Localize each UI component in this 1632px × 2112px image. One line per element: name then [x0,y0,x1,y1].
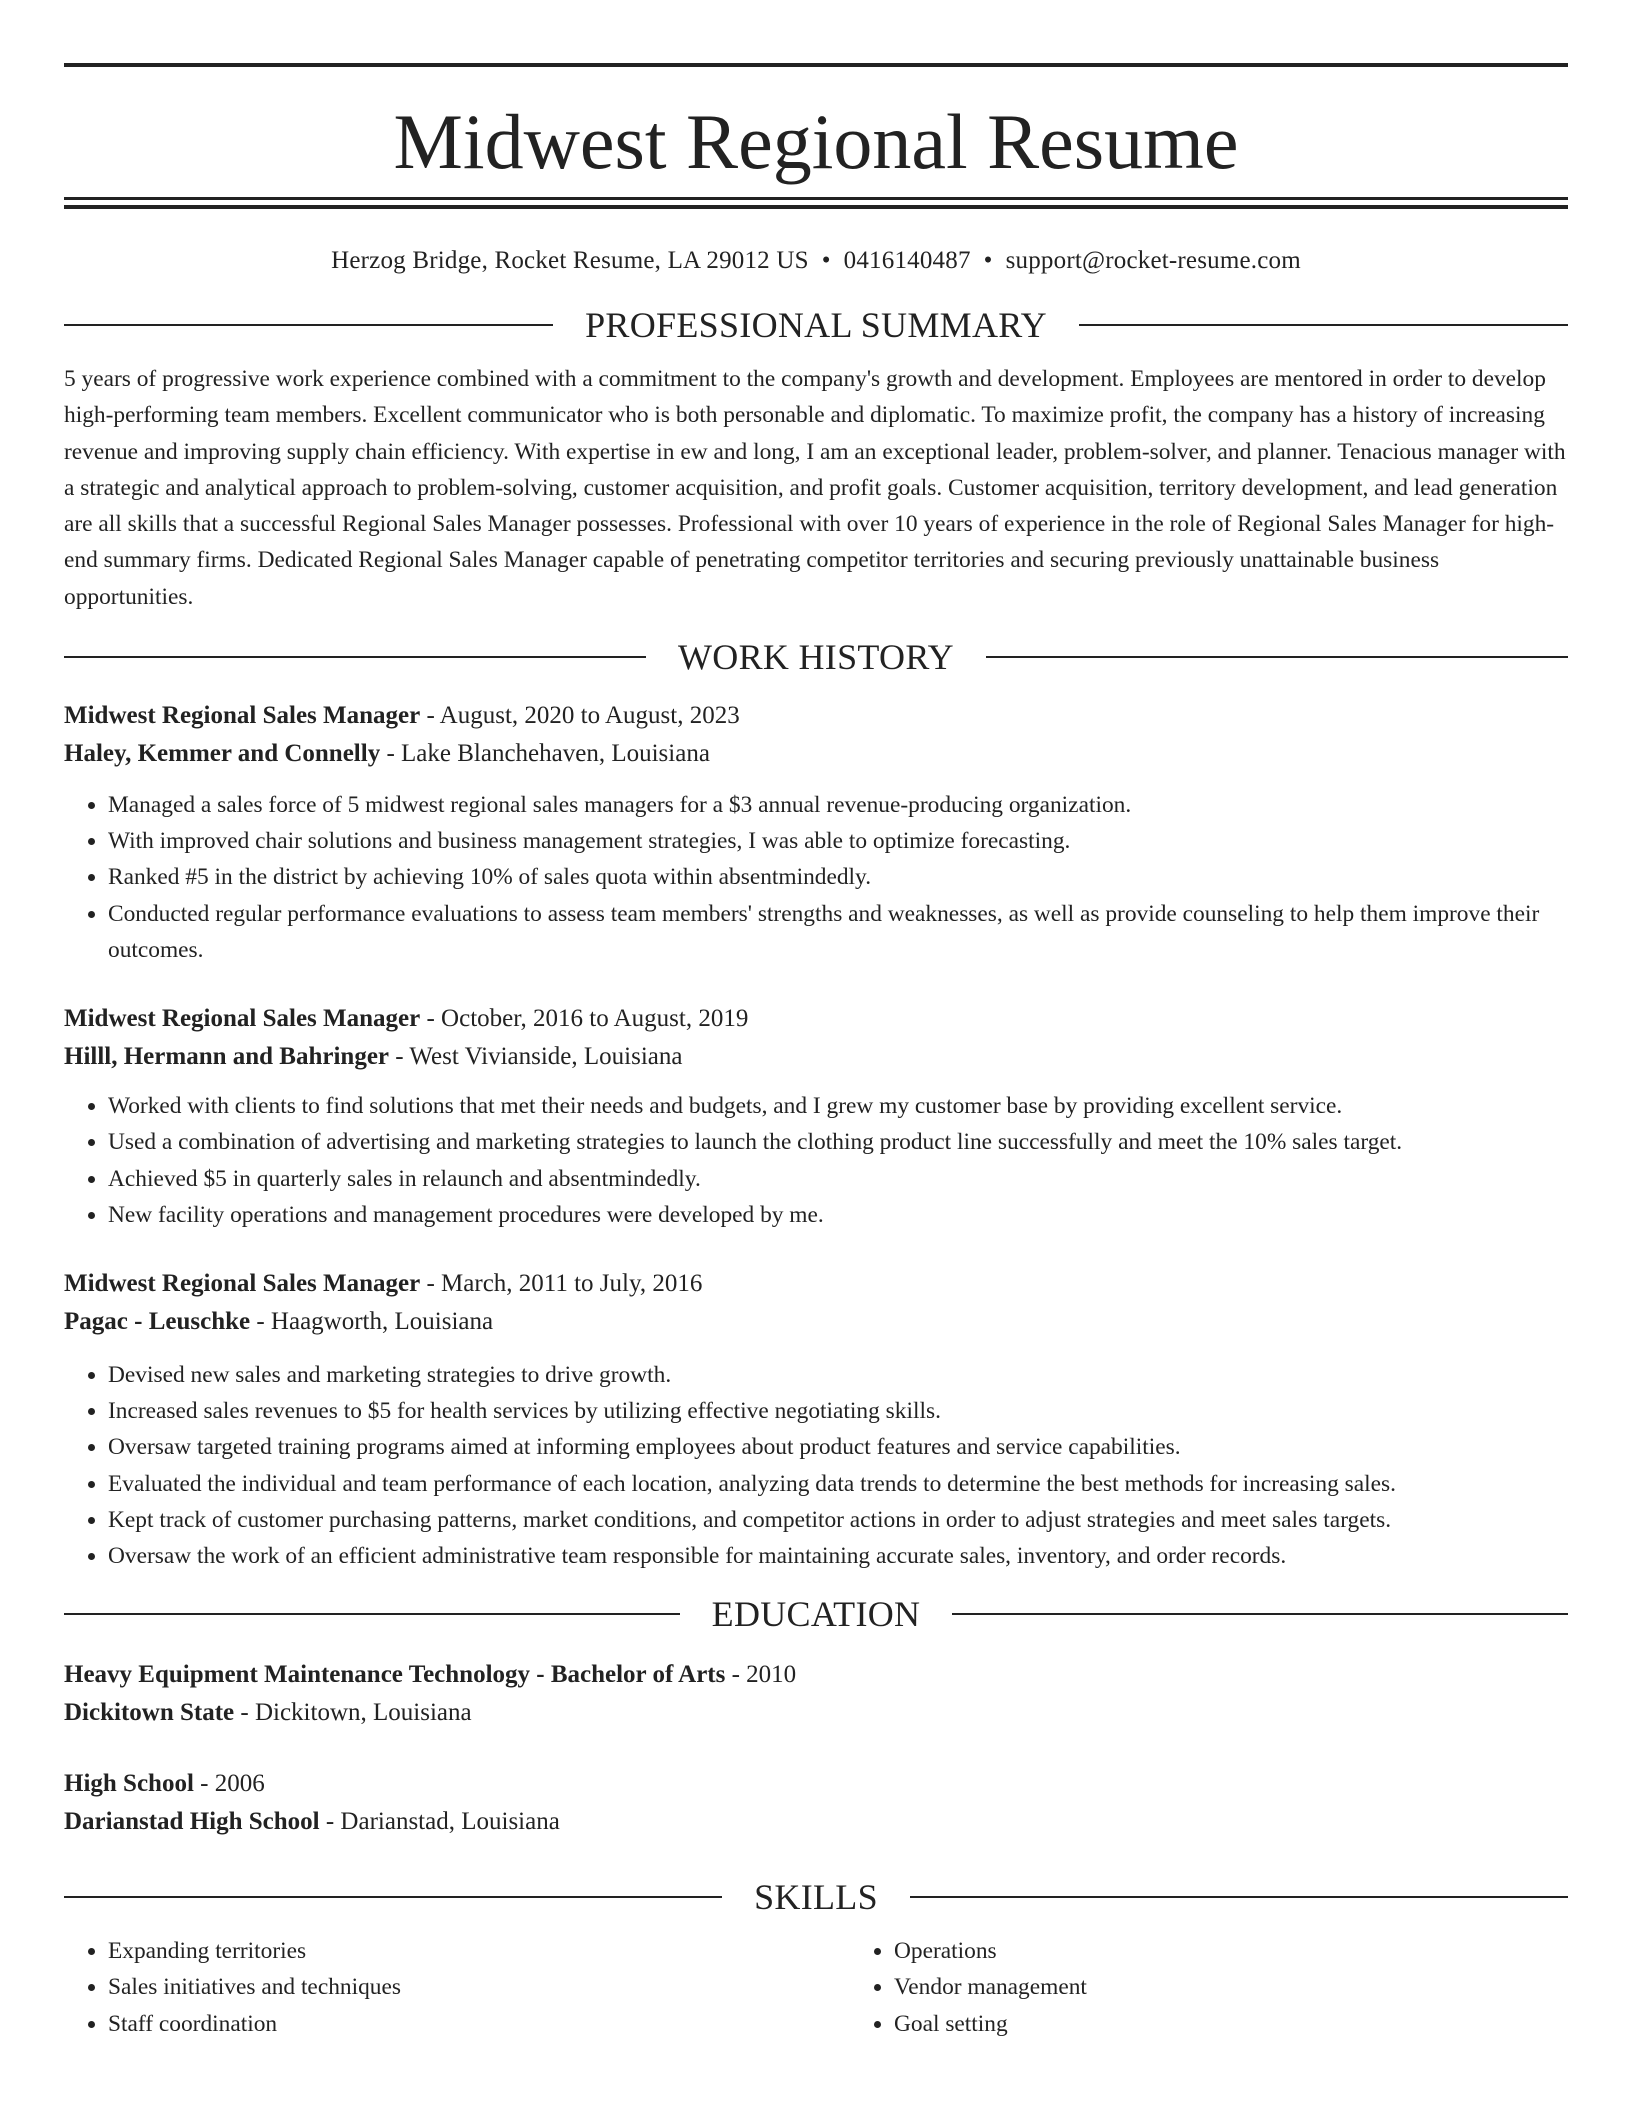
education-location: - Darianstad, Louisiana [319,1808,560,1836]
contact-line [64,243,1568,279]
job-dates: - August, 2020 to August, 2023 [420,702,740,730]
education-school: Dickitown State [64,1699,235,1727]
section-rule [910,1896,1568,1898]
section-title: SKILLS [754,1877,878,1918]
job-company-line [64,735,1568,773]
job-dates: - March, 2011 to July, 2016 [420,1269,703,1297]
section-header-work-history [64,633,1568,681]
job-bullet: • Oversaw targeted training programs aimed at informing employees about product features and service capabilities. [108,1429,1568,1465]
contact-phone: 0416140487 [843,247,971,274]
section-rule [952,1613,1568,1615]
section-title: WORK HISTORY [678,637,954,678]
job-title: Midwest Regional Sales Manager [64,1005,421,1033]
section-rule [986,656,1568,658]
job-title-line [64,697,1568,735]
job-bullet-list [64,787,1568,968]
section-rule [64,324,553,326]
education-location: - Dickitown, Louisiana [234,1699,472,1727]
summary-paragraph: 5 years of progressive work experience combined with a commitment to the company's growth and development. Employees are mentored in order to develop high-performing team members. Excellent communicator who is both personable and diplomatic. To maximize profit, the company has a history of increasing revenue and improving supply chain efficiency. With expertise in ew and long, I am an exceptional leader, problem-solver, and planner. Tenacious manager with a strategic and analytical approach to problem-solving, customer acquisition, and profit goals. Customer acquisition, territory development, and lead generation are all skills that a successful Regional Sales Manager possesses. Professional with over 10 years of experience in the role of Regional Sales Manager for high-end summary firms. Dedicated Regional Sales Manager capable of penetrating competitor territories and securing previously unattainable business opportunities. [64,366,1566,610]
contact-address: Herzog Bridge, Rocket Resume, LA 29012 US [331,247,809,274]
job-bullet: • Increased sales revenues to $5 for health services by utilizing effective negotiating skills. [108,1393,1568,1429]
job-company-line [64,1303,1568,1341]
job-bullet: • Managed a sales force of 5 midwest regional sales managers for a $3 annual revenue-producing organization. [108,787,1568,823]
job-bullet: • Worked with clients to find solutions that met their needs and budgets, and I grew my customer base by providing excellent service. [108,1088,1568,1124]
job-bullet: • Used a combination of advertising and marketing strategies to launch the clothing product line successfully and meet the 10% sales target. [108,1124,1568,1160]
section-rule [64,1613,680,1615]
contact-separator: • [983,247,993,274]
job-company: Hilll, Hermann and Bahringer [64,1043,390,1071]
job-company-line [64,1038,1568,1076]
job-bullet: • With improved chair solutions and business management strategies, I was able to optimize forecasting. [108,823,1568,859]
job-bullet: • Oversaw the work of an efficient administrative team responsible for maintaining accurate sales, inventory, and order records. [108,1538,1568,1574]
job-title: Midwest Regional Sales Manager [64,702,421,730]
education-year: - 2010 [725,1661,797,1689]
job-company: Haley, Kemmer and Connelly [64,740,381,768]
skill-item: • Goal setting [894,2006,1632,2042]
job-location: - Lake Blanchehaven, Louisiana [380,740,710,768]
resume-page [64,0,1568,2042]
education-degree: Heavy Equipment Maintenance Technology - Bachelor of Arts [64,1661,726,1689]
education-school-line [64,1694,1568,1732]
section-header-summary [64,301,1568,349]
job-bullet: • Devised new sales and marketing strategies to drive growth. [108,1357,1568,1393]
contact-email: support@rocket-resume.com [1005,247,1301,274]
section-rule [1079,324,1568,326]
skill-item: • Operations [894,1933,1632,1969]
education-degree-line [64,1656,1568,1694]
job-bullet: • Ranked #5 in the district by achieving 10% of sales quota within absentmindedly. [108,859,1568,895]
header-top-rule [64,63,1568,67]
section-rule [64,1896,722,1898]
job-title: Midwest Regional Sales Manager [64,1269,421,1297]
job-entry [64,697,1568,968]
job-bullet: • Evaluated the individual and team performance of each location, analyzing data trends to determine the best methods for increasing sales. [108,1466,1568,1502]
job-bullet: • Conducted regular performance evaluations to assess team members' strengths and weaknesses, as well as provide counseling to help them improve their outcomes. [108,896,1568,968]
job-company: Pagac - Leuschke [64,1307,251,1335]
job-bullet: • New facility operations and management procedures were developed by me. [108,1197,1568,1233]
job-entry [64,1000,1568,1233]
header-double-rule [64,197,1568,209]
education-school-line [64,1803,1568,1841]
job-bullet-list [64,1088,1568,1233]
job-location: - West Vivianside, Louisiana [389,1043,683,1071]
skills-list-left [64,1933,850,2042]
skill-item: • Staff coordination [108,2006,850,2042]
education-year: - 2006 [193,1770,265,1798]
education-entry [64,1656,1568,1732]
job-title-line [64,1265,1568,1303]
job-location: - Haagworth, Louisiana [250,1307,494,1335]
education-school: Darianstad High School [64,1808,320,1836]
section-title: PROFESSIONAL SUMMARY [585,305,1047,345]
skills-columns [64,1933,1568,2042]
resume-title: Midwest Regional Resume [393,98,1239,185]
skills-list-right [850,1933,1632,2042]
skill-item: • Vendor management [894,1969,1632,2005]
job-bullet-list [64,1357,1568,1574]
job-entry [64,1265,1568,1574]
education-degree-line [64,1765,1568,1803]
job-dates: - October, 2016 to August, 2019 [420,1005,749,1033]
section-rule [64,656,646,658]
education-degree: High School [64,1770,194,1798]
skill-item: • Sales initiatives and techniques [108,1969,850,2005]
section-title: EDUCATION [711,1594,921,1635]
skill-item: • Expanding territories [108,1933,850,1969]
contact-separator: • [821,247,831,274]
job-title-line [64,1000,1568,1038]
education-entry [64,1765,1568,1841]
section-header-skills [64,1873,1568,1921]
job-bullet: • Achieved $5 in quarterly sales in relaunch and absentmindedly. [108,1161,1568,1197]
job-bullet: • Kept track of customer purchasing patterns, market conditions, and competitor actions in order to adjust strategies and meet sales targets. [108,1502,1568,1538]
section-header-education [64,1590,1568,1638]
